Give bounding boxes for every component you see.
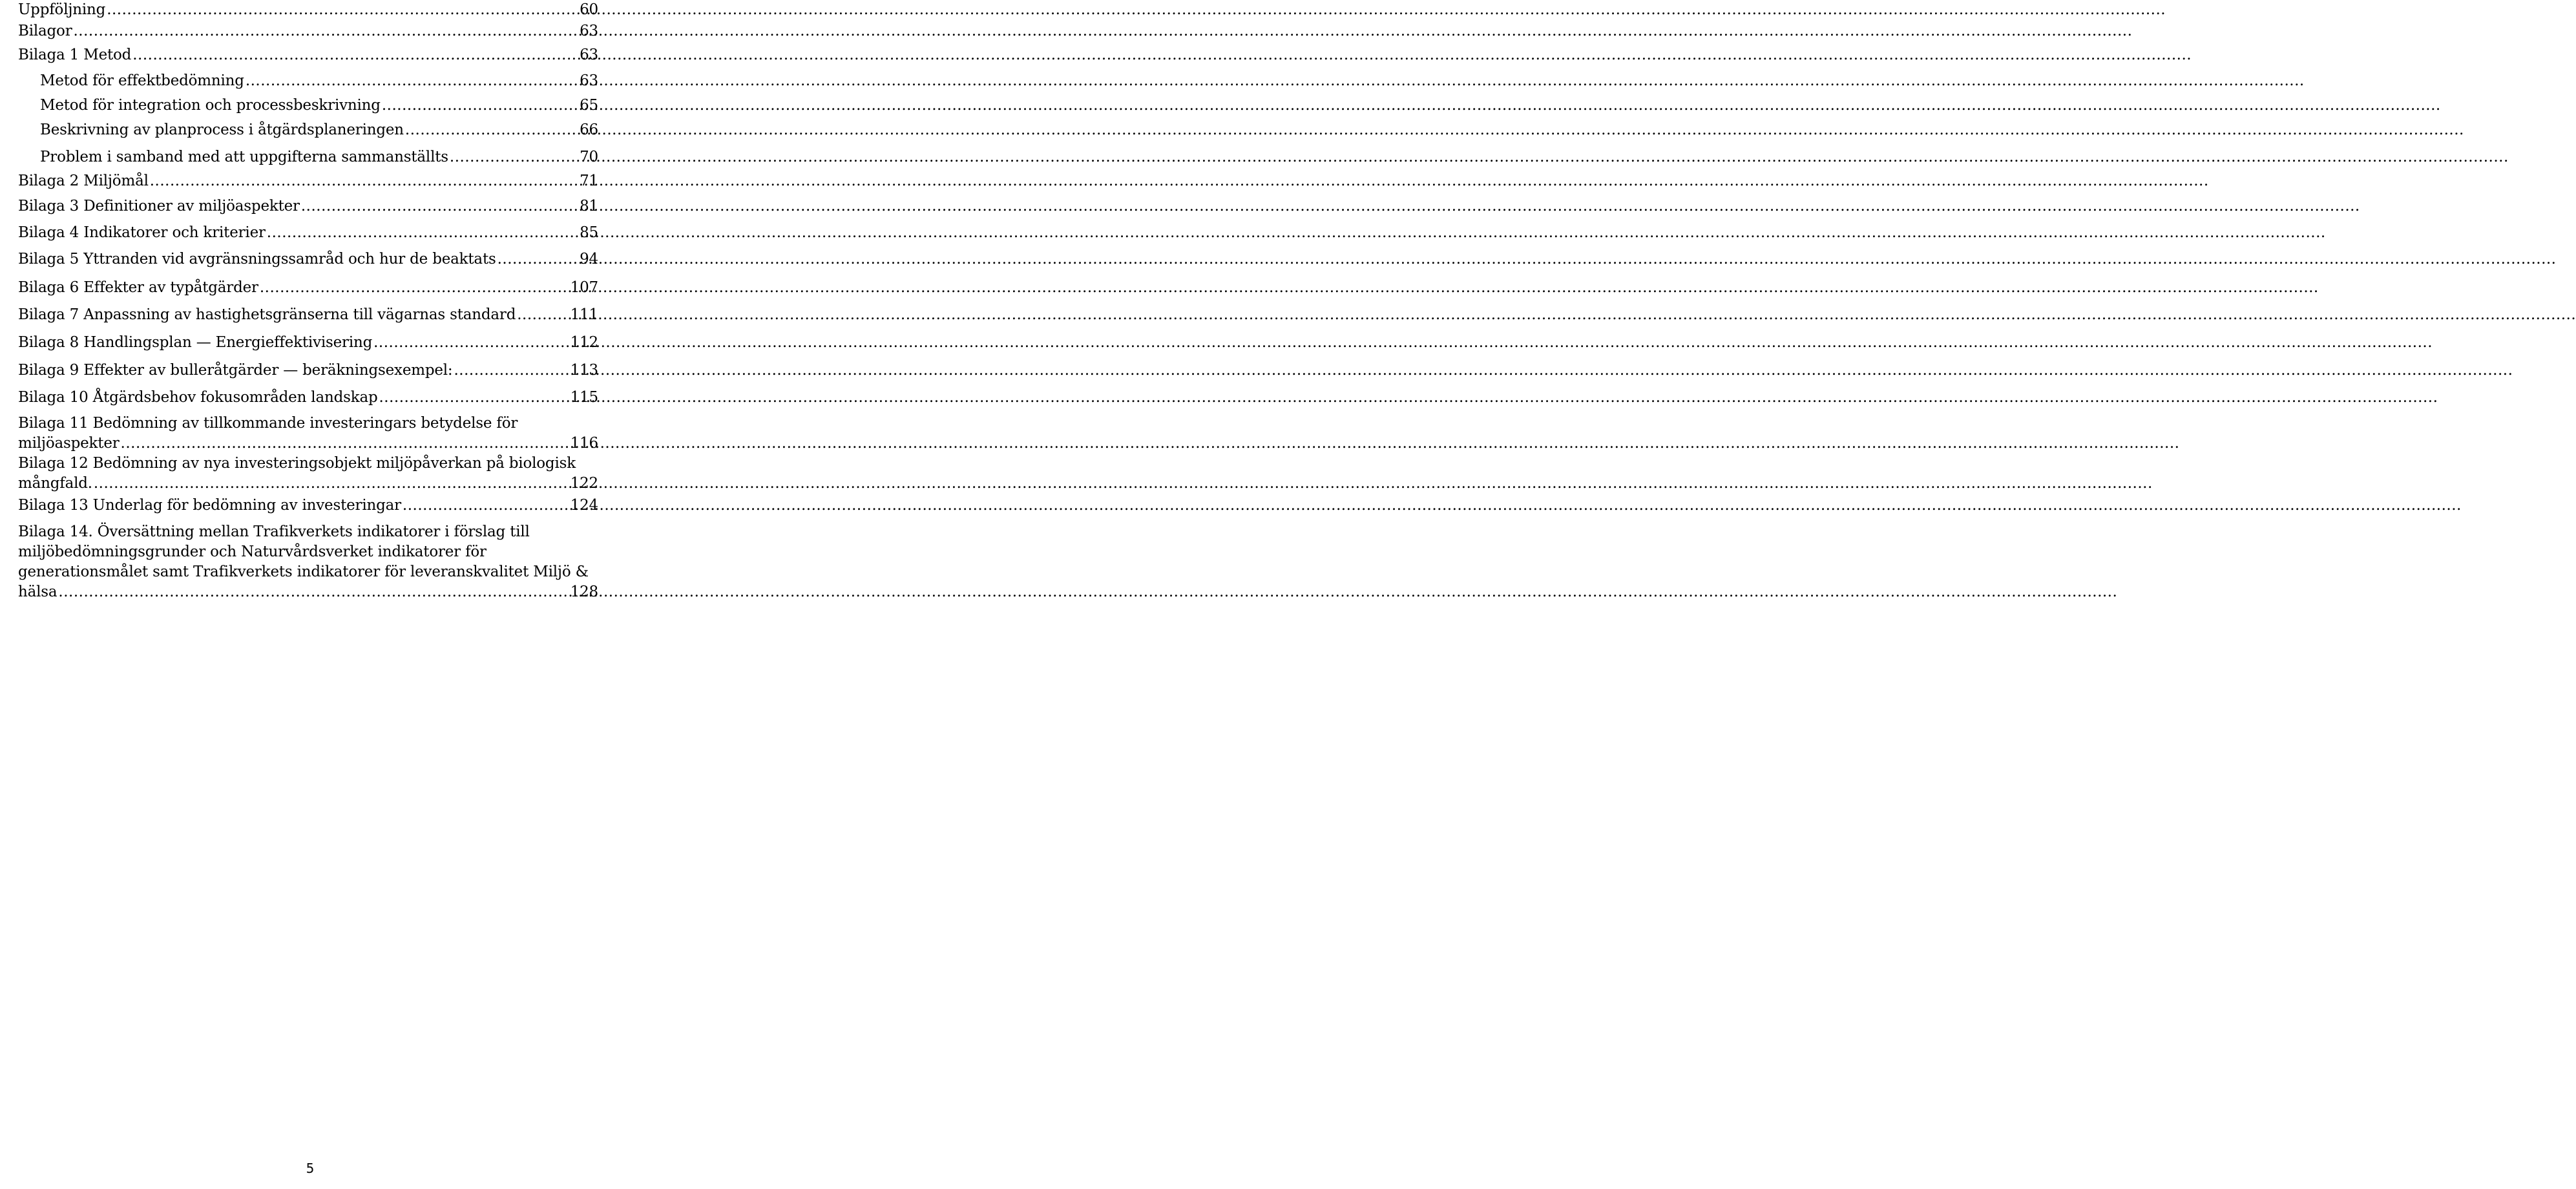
- dot-leader: [260, 278, 568, 298]
- dot-leader: [74, 21, 578, 41]
- toc-entry[interactable]: [18, 0, 598, 20]
- toc-entry-title: Bilaga 5 Yttranden vid avgränsningssamråd och hur de beaktats: [18, 251, 496, 268]
- toc-entry[interactable]: [18, 21, 598, 41]
- toc-entry[interactable]: [18, 305, 598, 325]
- dot-leader: [150, 171, 577, 191]
- toc-entry-line: Bilaga 14. Översättning mellan Trafikverkets indikatorer i förslag till: [18, 523, 530, 540]
- toc-entry-page: 85: [580, 224, 598, 241]
- toc-entry-page: 128: [570, 584, 598, 600]
- toc-entry-title: miljöaspekter: [18, 435, 120, 452]
- dot-leader: [58, 582, 567, 602]
- dot-leader: [517, 305, 567, 325]
- dot-leader: [405, 120, 577, 140]
- toc-entry[interactable]: [18, 196, 598, 216]
- toc-entry-title: Metod för integration och processbeskrivning: [40, 97, 381, 114]
- toc-entry-title: Metod för effektbedömning: [40, 72, 244, 89]
- toc-entry-page: 115: [570, 389, 598, 406]
- toc-entry[interactable]: [18, 333, 598, 353]
- toc-entry[interactable]: [18, 278, 598, 298]
- toc-entry[interactable]: [18, 147, 598, 167]
- toc-entry-page: 111: [570, 306, 598, 323]
- dot-leader: [403, 496, 568, 516]
- toc-entry-page: 70: [580, 149, 598, 165]
- toc-entry[interactable]: [18, 249, 598, 269]
- toc-entry-title: Bilagor: [18, 23, 72, 39]
- toc-entry-page: 65: [580, 97, 598, 114]
- dot-leader: [450, 147, 577, 167]
- toc-entry-line: Bilaga 11 Bedömning av tillkommande investeringars betydelse för: [18, 415, 518, 432]
- toc-entry[interactable]: [18, 120, 598, 140]
- toc-entry-line: miljöbedömningsgrunder och Naturvårdsverket indikatorer för: [18, 543, 487, 560]
- toc-entry-title: Problem i samband med att uppgifterna sammanställts: [40, 149, 448, 165]
- toc-entry-title: Bilaga 13 Underlag för bedömning av investeringar: [18, 497, 401, 514]
- toc-entry[interactable]: [18, 496, 598, 516]
- dot-leader: [373, 333, 568, 353]
- toc-entry-line: Bilaga 12 Bedömning av nya investeringsobjekt miljöpåverkan på biologisk: [18, 455, 576, 472]
- toc-entry-page: 63: [580, 47, 598, 63]
- dot-leader: [382, 96, 577, 116]
- toc-entry-title: Bilaga 3 Definitioner av miljöaspekter: [18, 198, 300, 215]
- toc-entry-title: Bilaga 9 Effekter av bulleråtgärder — beräkningsexempel:: [18, 362, 453, 379]
- toc-entry-page: 81: [580, 198, 598, 215]
- toc-entry-page: 63: [580, 23, 598, 39]
- toc-entry[interactable]: [18, 454, 598, 494]
- toc-entry-page: 63: [580, 72, 598, 89]
- toc-entry-title: mångfald.: [18, 475, 92, 492]
- toc-entry[interactable]: [18, 171, 598, 191]
- toc-entry-title: Bilaga 7 Anpassning av hastighetsgränserna till vägarnas standard: [18, 306, 516, 323]
- toc-entry-page: 124: [570, 497, 598, 514]
- dot-leader: [267, 223, 577, 243]
- dot-leader: [121, 434, 568, 454]
- toc-entry-page: 66: [580, 121, 598, 138]
- toc-entry[interactable]: [18, 361, 598, 381]
- toc-entry-page: 71: [580, 173, 598, 189]
- toc-entry[interactable]: [18, 388, 598, 408]
- toc-entry[interactable]: [18, 45, 598, 65]
- dot-leader: [132, 45, 577, 65]
- toc-entry-page: 113: [570, 362, 598, 379]
- dot-leader: [107, 0, 577, 20]
- toc-entry-title: Bilaga 1 Metod: [18, 47, 132, 63]
- toc-entry-line: generationsmålet samt Trafikverkets indikatorer för leveranskvalitet Miljö &: [18, 563, 589, 580]
- page-number: 5: [306, 1161, 315, 1176]
- dot-leader: [497, 249, 578, 269]
- toc-entry[interactable]: [18, 522, 598, 602]
- toc-entry[interactable]: [18, 414, 598, 454]
- toc-entry-page: 122: [570, 475, 598, 492]
- toc-entry-page: 60: [580, 1, 598, 18]
- toc-entry-title: Bilaga 4 Indikatorer och kriterier: [18, 224, 266, 241]
- toc-entry-page: 107: [570, 279, 598, 296]
- dot-leader: [301, 196, 577, 216]
- toc-entry-page: 112: [570, 334, 598, 351]
- dot-leader: [379, 388, 567, 408]
- toc-entry[interactable]: [18, 96, 598, 116]
- toc-entry-page: 116: [570, 435, 598, 452]
- toc-entry-title: hälsa: [18, 584, 58, 600]
- dot-leader: [94, 474, 568, 494]
- dot-leader: [246, 71, 577, 91]
- toc-entry-title: Bilaga 8 Handlingsplan — Energieffektivisering: [18, 334, 373, 351]
- toc-entry-title: Bilaga 6 Effekter av typåtgärder: [18, 279, 258, 296]
- dot-leader: [454, 361, 567, 381]
- toc-entry-page: 94: [580, 251, 598, 268]
- toc-entry-title: Uppföljning: [18, 1, 106, 18]
- toc-entry-title: Bilaga 2 Miljömål: [18, 173, 149, 189]
- toc-entry[interactable]: [18, 71, 598, 91]
- toc-entry-title: Bilaga 10 Åtgärdsbehov fokusområden landskap: [18, 389, 378, 406]
- toc-entry-title: Beskrivning av planprocess i åtgärdsplaneringen: [40, 121, 404, 138]
- toc-entry[interactable]: [18, 223, 598, 243]
